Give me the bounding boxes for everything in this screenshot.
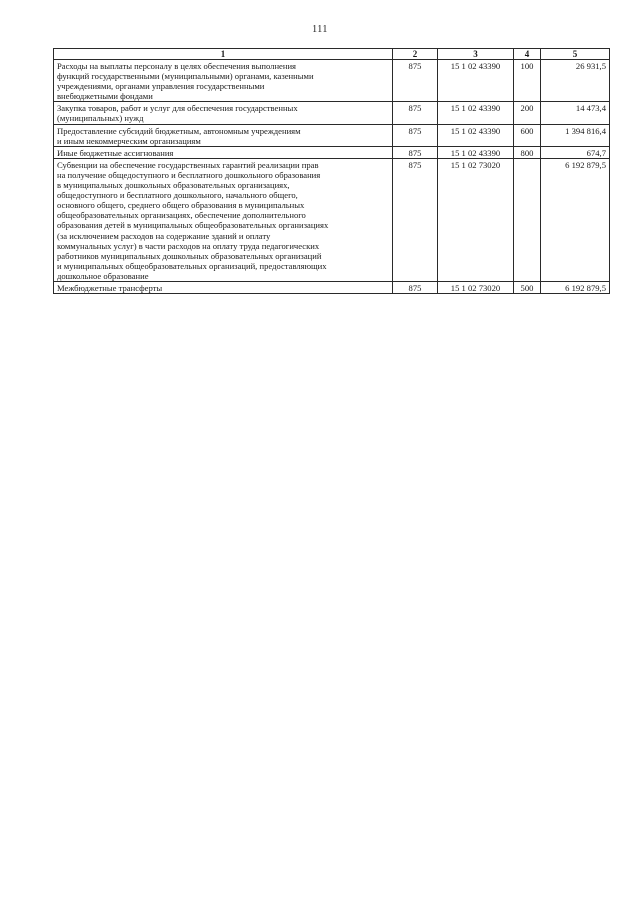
description-line: и муниципальных общеобразовательных организаций, предоставляющих (57, 260, 327, 271)
ministry-code: 875 (393, 124, 438, 146)
description-line: Межбюджетные трансферты (57, 282, 163, 293)
table-row (54, 281, 610, 293)
description-line: Предоставление субсидий бюджетным, автономным учреждениям (57, 125, 301, 136)
description-line: на получение общедоступного и бесплатного дошкольного образования (57, 169, 321, 180)
target-article-code: 15 1 02 43390 (438, 102, 514, 124)
description-line: коммунальных услуг) в части расходов на оплату труда педагогических (57, 240, 320, 251)
description-line: основного общего, среднего общего образования в муниципальных (57, 200, 305, 211)
amount: 1 394 816,4 (541, 124, 610, 146)
description-line: работников муниципальных дошкольных образовательных организаций (57, 250, 322, 261)
description-line: и иным некоммерческим организациям (57, 135, 201, 146)
table-row (54, 102, 610, 124)
description-line: функций государственными (муниципальными) органами, казенными (57, 71, 314, 82)
target-article-code: 15 1 02 43390 (438, 124, 514, 146)
expense-type-code (514, 158, 541, 281)
table-row (54, 60, 610, 102)
target-article-code: 15 1 02 43390 (438, 60, 514, 102)
table-header-row (54, 49, 610, 60)
expense-type-code: 600 (514, 124, 541, 146)
ministry-code: 875 (393, 102, 438, 124)
table-body (54, 60, 610, 294)
table-row (54, 124, 610, 146)
amount: 674,7 (541, 146, 610, 158)
column-header: 2 (393, 49, 438, 60)
expense-type-code: 100 (514, 60, 541, 102)
column-header: 5 (541, 49, 610, 60)
ministry-code: 875 (393, 158, 438, 281)
description-line: учреждениями, органами управления государственными (57, 81, 265, 92)
page-number: 111 (312, 24, 328, 35)
description-line: общедоступного и бесплатного дошкольного, начального общего, (57, 190, 298, 201)
expense-type-code: 500 (514, 281, 541, 293)
description-line: внебюджетными фондами (57, 91, 153, 102)
description-line: (муниципальных) нужд (57, 113, 144, 124)
description-line: Закупка товаров, работ и услуг для обеспечения государственных (57, 103, 298, 114)
row-description (54, 146, 393, 158)
row-description (54, 124, 393, 146)
column-header: 4 (514, 49, 541, 60)
table-row (54, 146, 610, 158)
description-line: в муниципальных дошкольных образовательных организациях, (57, 180, 290, 191)
target-article-code: 15 1 02 73020 (438, 158, 514, 281)
description-line: дошкольное образование (57, 270, 149, 281)
description-line: Расходы на выплаты персоналу в целях обеспечения выполнения (57, 61, 297, 71)
amount: 14 473,4 (541, 102, 610, 124)
ministry-code: 875 (393, 60, 438, 102)
row-description (54, 60, 393, 102)
column-header: 3 (438, 49, 514, 60)
row-description (54, 281, 393, 293)
amount: 6 192 879,5 (541, 281, 610, 293)
target-article-code: 15 1 02 43390 (438, 146, 514, 158)
target-article-code: 15 1 02 73020 (438, 281, 514, 293)
expense-type-code: 800 (514, 146, 541, 158)
description-line: Иные бюджетные ассигнования (57, 147, 174, 158)
amount: 26 931,5 (541, 60, 610, 102)
column-header: 1 (54, 49, 393, 60)
description-line: общеобразовательных организациях, обеспечение дополнительного (57, 210, 306, 221)
budget-table (53, 48, 610, 294)
table-row (54, 158, 610, 281)
expense-type-code: 200 (514, 102, 541, 124)
description-line: Субвенции на обеспечение государственных гарантий реализации прав (57, 159, 319, 170)
ministry-code: 875 (393, 281, 438, 293)
description-line: образования детей в муниципальных общеобразовательных организациях (57, 220, 329, 231)
row-description (54, 102, 393, 124)
description-line: (за исключением расходов на содержание зданий и оплату (57, 230, 271, 241)
ministry-code: 875 (393, 146, 438, 158)
amount: 6 192 879,5 (541, 158, 610, 281)
row-description (54, 158, 393, 281)
